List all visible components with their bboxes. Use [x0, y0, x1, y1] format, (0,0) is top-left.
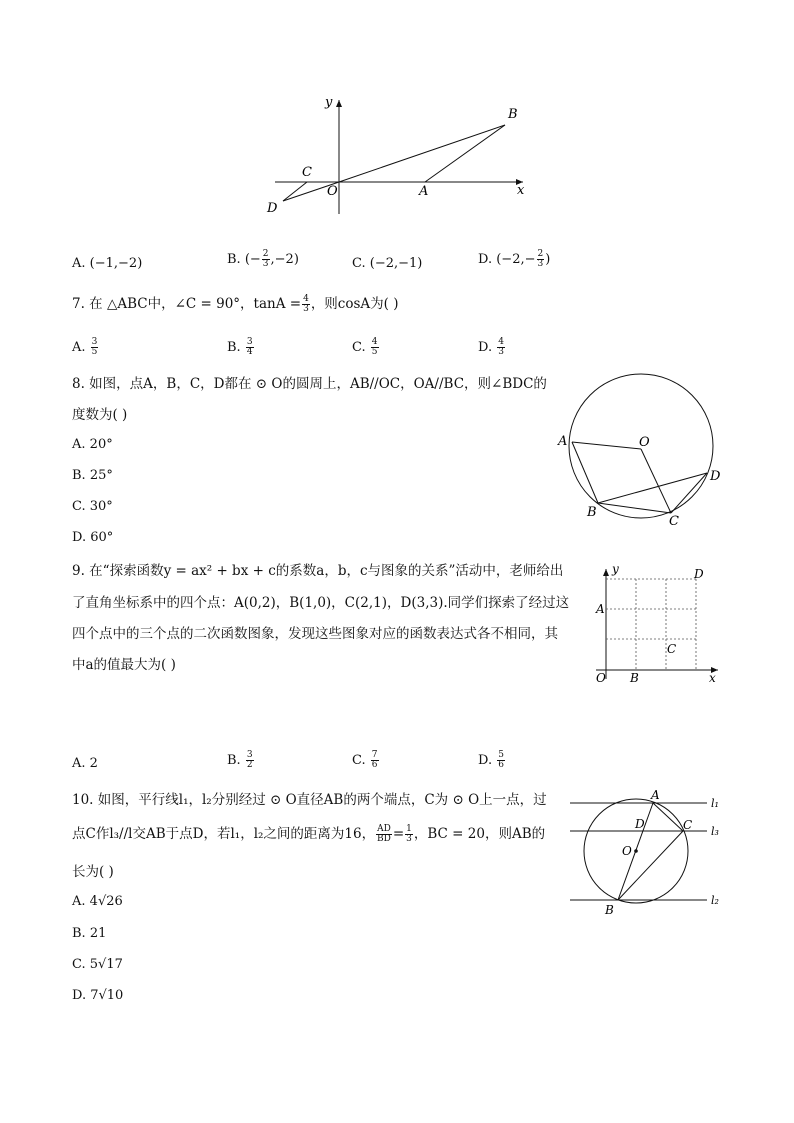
q10-stem-line2: 点C作l₃//l交AB于点D，若l₁，l₂之间的距离为16， $\frac{AD}{BD}$ = $\frac{1}{3}$ ，BC = 20，则AB的 — [72, 824, 546, 844]
q7-option-d: D. $\frac{4}{3}$ — [478, 337, 504, 357]
svg-text:y: y — [325, 95, 333, 110]
svg-text:O: O — [639, 435, 650, 450]
q9-stem-line3: 四个点中的三个点的二次函数图象，发现这些图象对应的函数表达式各不相同，其 — [72, 626, 558, 642]
q8-stem-line1: 8. 如图，点A，B，C，D都在 ⊙ O的圆周上，AB//OC，OA//BC，则∠BDC的 — [72, 376, 547, 392]
q8-stem-line2: 度数为( ) — [72, 407, 128, 423]
svg-text:A: A — [596, 602, 605, 616]
q9-stem-line2: 了直角坐标系中的四个点：A(0,2)，B(1,0)，C(2,1)，D(3,3).同学们探索了经过这 — [72, 595, 570, 611]
q7-option-a: A. $\frac{3}{5}$ — [72, 337, 98, 357]
q10-option-d: D. 7√10 — [72, 988, 124, 1003]
q8-option-b: B. 25° — [72, 468, 113, 483]
q8-option-d: D. 60° — [72, 530, 114, 545]
svg-text:C: C — [683, 818, 693, 832]
q8-option-c: C. 30° — [72, 499, 113, 514]
svg-text:D: D — [710, 469, 721, 484]
svg-text:D: D — [267, 201, 278, 216]
q9-option-a: A. 2 — [72, 756, 98, 771]
svg-text:x: x — [517, 183, 525, 198]
svg-text:O: O — [596, 671, 606, 685]
q9-stem-line1: 9. 在“探索函数y = ax² + bx + c的系数a，b，c与图象的关系”活动中，老师给出 — [72, 563, 564, 579]
svg-text:l₁: l₁ — [711, 797, 719, 810]
svg-text:l₂: l₂ — [711, 894, 719, 907]
q8-circle-figure — [555, 370, 725, 532]
svg-text:A: A — [419, 184, 429, 199]
svg-text:C: C — [302, 165, 312, 180]
q10-option-a: A. 4√26 — [72, 894, 123, 909]
svg-text:B: B — [605, 903, 614, 917]
q7-option-b: B. $\frac{3}{4}$ — [227, 337, 253, 357]
q10-stem-line3: 长为( ) — [72, 864, 114, 880]
svg-text:O: O — [327, 184, 338, 199]
svg-text:B: B — [630, 671, 639, 685]
q6-option-b: B. (− $\frac{2}{3}$ ,−2) — [227, 249, 299, 269]
q9-grid-figure — [590, 563, 725, 685]
svg-text:A: A — [651, 788, 660, 802]
q6-option-c: C. (−2,−1) — [352, 256, 423, 271]
svg-text:C: C — [667, 642, 677, 656]
q9-option-c: C. $\frac{7}{6}$ — [352, 750, 378, 770]
svg-text:D: D — [694, 567, 704, 581]
q7-option-c: C. $\frac{4}{5}$ — [352, 337, 378, 357]
q8-option-a: A. 20° — [72, 437, 113, 452]
q10-option-c: C. 5√17 — [72, 957, 123, 972]
svg-text:A: A — [558, 434, 568, 449]
svg-text:x: x — [709, 671, 716, 685]
svg-text:y: y — [612, 563, 619, 576]
q9-stem-line4: 中a的值最大为( ) — [72, 657, 176, 673]
svg-text:B: B — [587, 505, 597, 520]
q6-coordinate-figure — [265, 92, 535, 222]
svg-text:C: C — [669, 514, 679, 529]
svg-text:D: D — [635, 817, 645, 831]
q10-option-b: B. 21 — [72, 926, 107, 941]
q6-option-d: D. (−2,− $\frac{2}{3}$ ) — [478, 249, 551, 269]
q6-option-a: A. (−1,−2) — [72, 256, 143, 271]
svg-text:B: B — [508, 107, 518, 122]
q10-parallel-lines-figure — [565, 785, 730, 920]
q10-stem-line1: 10. 如图，平行线l₁，l₂分别经过 ⊙ O直径AB的两个端点，C为 ⊙ O上一点，过 — [72, 792, 547, 808]
q9-option-d: D. $\frac{5}{6}$ — [478, 750, 504, 770]
svg-text:l₃: l₃ — [711, 825, 719, 838]
q9-option-b: B. $\frac{3}{2}$ — [227, 750, 253, 770]
svg-text:O: O — [622, 844, 632, 858]
q7-stem: 7. 在 △ABC中，∠C = 90°，tanA = $\frac{4}{3}$ ，则cosA为( ) — [72, 294, 399, 314]
